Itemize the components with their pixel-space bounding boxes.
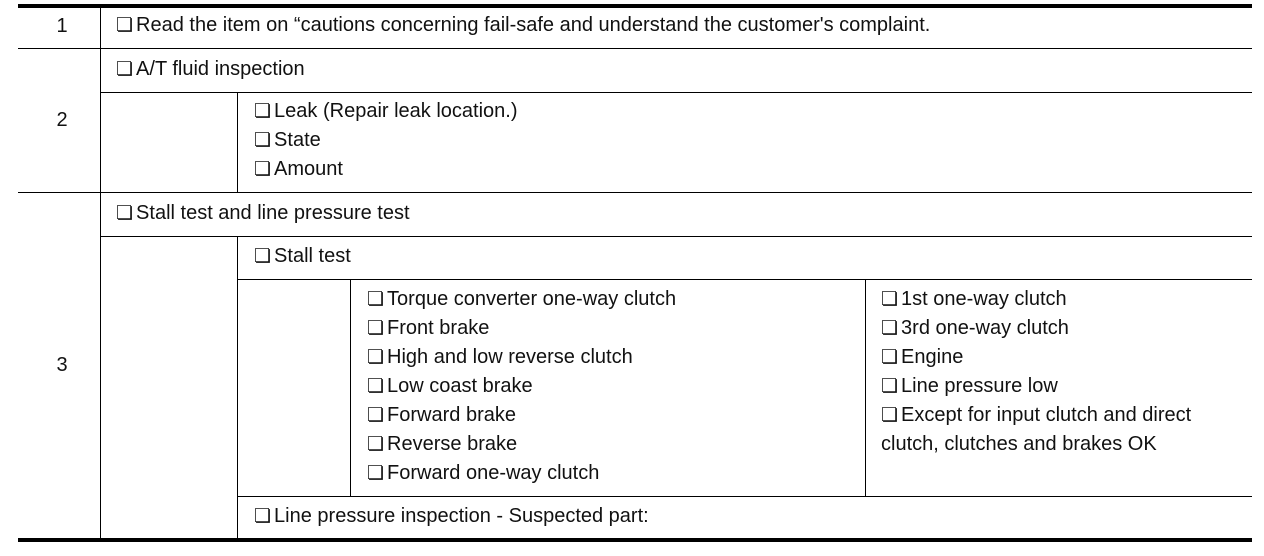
checklist-item[interactable]: ❏ High and low reverse clutch — [367, 346, 633, 368]
row-divider — [18, 48, 1252, 49]
checklist-item[interactable]: ❏ Torque converter one-way clutch — [367, 288, 677, 310]
checklist-item[interactable]: ❏ Line pressure inspection - Suspected part: — [254, 505, 649, 527]
checklist-item-continuation: clutch, clutches and brakes OK — [881, 433, 1157, 455]
checklist-item[interactable]: ❏ Engine — [881, 346, 964, 368]
checklist-item[interactable]: ❏ Reverse brake — [367, 433, 518, 455]
checklist-item[interactable]: ❏ Leak (Repair leak location.) — [254, 100, 518, 122]
checklist-item[interactable]: ❏ Low coast brake — [367, 375, 533, 397]
checklist-item[interactable]: ❏ Except for input clutch and direct — [881, 404, 1192, 426]
checkbox-icon: ❏ — [367, 463, 385, 484]
checklist-item[interactable]: ❏ Line pressure low — [881, 375, 1058, 397]
checkbox-icon: ❏ — [881, 405, 899, 426]
checkbox-icon: ❏ — [881, 318, 899, 339]
checklist-item[interactable]: ❏ Forward one-way clutch — [367, 462, 600, 484]
step-number: 2 — [56, 109, 68, 131]
column-divider — [350, 279, 351, 497]
checkbox-icon: ❏ — [116, 15, 134, 36]
checklist-item[interactable]: ❏ 3rd one-way clutch — [881, 317, 1069, 339]
checkbox-icon: ❏ — [254, 246, 272, 267]
checkbox-icon: ❏ — [881, 376, 899, 397]
row-divider — [237, 279, 1252, 280]
checklist-item[interactable]: ❏ Stall test — [254, 245, 351, 267]
checkbox-icon: ❏ — [367, 318, 385, 339]
checklist-item[interactable]: ❏ Front brake — [367, 317, 490, 339]
checkbox-icon: ❏ — [367, 347, 385, 368]
row-divider — [237, 496, 1252, 497]
column-divider — [865, 279, 866, 497]
row-divider — [100, 236, 1252, 237]
checklist-item[interactable]: ❏ Amount — [254, 158, 343, 180]
checkbox-icon: ❏ — [881, 347, 899, 368]
checklist-item[interactable]: ❏ Stall test and line pressure test — [116, 202, 410, 224]
checkbox-icon: ❏ — [367, 434, 385, 455]
bottom-border — [18, 538, 1252, 542]
checklist-item[interactable]: ❏ Forward brake — [367, 404, 516, 426]
row-divider — [18, 192, 1252, 193]
checkbox-icon: ❏ — [367, 289, 385, 310]
checkbox-icon: ❏ — [367, 376, 385, 397]
checkbox-icon: ❏ — [116, 203, 134, 224]
checklist-item[interactable]: ❏ Read the item on “cautions concerning fail-safe and understand the customer's complaint. — [116, 14, 931, 36]
checklist-item[interactable]: ❏ 1st one-way clutch — [881, 288, 1067, 310]
row-divider — [100, 92, 1252, 93]
checkbox-icon: ❏ — [367, 405, 385, 426]
step-number: 3 — [56, 354, 68, 376]
checkbox-icon: ❏ — [881, 289, 899, 310]
checkbox-icon: ❏ — [116, 59, 134, 80]
checkbox-icon: ❏ — [254, 130, 272, 151]
step-number: 1 — [56, 15, 68, 37]
checkbox-icon: ❏ — [254, 159, 272, 180]
column-divider — [237, 92, 238, 193]
column-divider — [237, 236, 238, 540]
top-border — [18, 4, 1252, 8]
checklist-item[interactable]: ❏ A/T fluid inspection — [116, 58, 305, 80]
checklist-item[interactable]: ❏ State — [254, 129, 321, 151]
checkbox-icon: ❏ — [254, 506, 272, 527]
column-divider — [100, 6, 101, 540]
checkbox-icon: ❏ — [254, 101, 272, 122]
